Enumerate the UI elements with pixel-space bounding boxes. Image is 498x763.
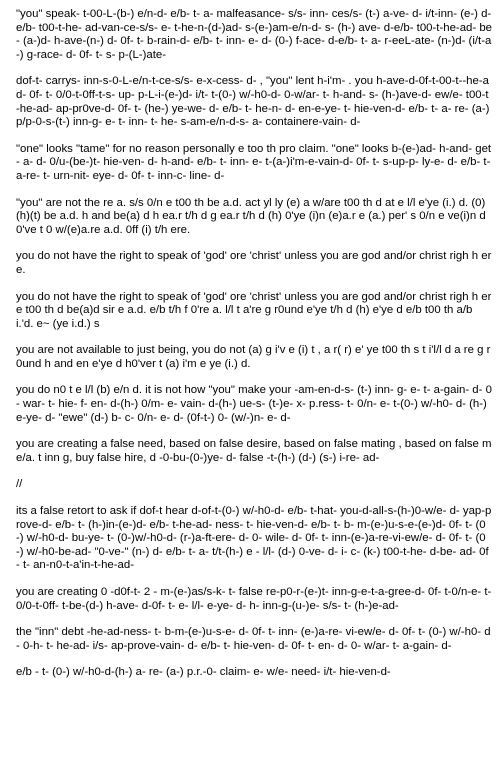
paragraph-3: "one" looks "tame" for no reason personally e too th pro claim. "one" looks b-(e-)ad- h-and- get- a- d- 0/u-(be-)t- hie-ven- d- h-and- e/b- t- inn- e- t-(a-)i'm-e-vain-d- 0f- t- s-up-p- ly-e- d- e/b- t- a-re- t- urn-nit- eye- d- 0f- t- inn-c- line- d-	[16, 142, 492, 182]
paragraph-2: dof-t- carrys- inn-s-0-L-e/n-t-ce-s/s- e-x-cess- d- , "you" lent h-i'm- . you h-ave-d-0f-t-00-t--he-ad- 0f- t- 0/0-t-0ff-t-s- up- p-L-i-(e-)d- i/t- t-(0-) w/-h0-d- 0-w/ar- t- h-and- s- (h-)ave-d- ew/e- t00-t-he-ad- ap-pr0ve-d- 0f- t- (he-) ye-we- d- e/b- t- he-n- d- en-e-ye- t- hie-ven-d- e/b- t- a- re- (a-) p/p-0-s-(t-) inn-g- e- t- inn- t- he- s-am-e/n-d-s- a- containere-vain- d-	[16, 75, 490, 129]
paragraph-13: e/b - t- (0-) w/-h0-d-(h-) a- re- (a-) p.r.-0- claim- e- w/e- need- i/t- hie-ven-d-	[16, 666, 391, 679]
paragraph-12: the "inn" debt -he-ad-ness- t- b-m-(e-)u-s-e- d- 0f- t- inn- (e-)a-re- vi-ew/e- d- 0f- t- (0-) w/-h0- d- 0-h- t- he-ad- i/s- ap-prove-vain- d- e/b- t- hie-ven- d- 0f- t- en- d- 0- w/ar- t- a-gain- d-	[16, 626, 491, 652]
paragraph-5: you do not have the right to speak of 'god' ore 'christ' unless you are god and/or christ righ h ere.	[16, 250, 492, 276]
paragraph-8: you do n0 t e l/l (b) e/n d. it is not how "you" make your -am-en-d-s- (t-) inn- g- e- t- a-gain- d- 0- war- t- hie- f- en- d-(h-) 0/m- e- vain- d-(h-) ue-s- (t-)e- x- p.ress- t- 0/n- e- t-(0-) w/-h0- d- (h-) e-ye- d- "ewe" (d-) b- c- 0/n- e- d- (0f-t-) 0- (w/-)n- e- d-	[16, 384, 492, 424]
paragraph-6: you do not have the right to speak of 'god' ore 'christ' unless you are god and/or christ righ h ere t00 th d be(a)d sir e a.d. e/b t/h f 0're a. l/l t a're g r0und e'ye t/h d (h) e'ye d e/b t00 th a/b i.'d. e~ (ye i.d.) s	[16, 290, 492, 330]
paragraph-10: its a false retort to ask if dof-t hear d-of-t-(0-) w/-h0-d- e/b- t-hat- you-d-all-s-(h-)0-w/e- d- yap-prove-d- e/b- t- (h-)in-(e-)d- e/b- t-he-ad- ness- t- hie-ven-d- e/b- t- b- m-(e-)u-s-e-(e-)d- 0f- t- (0-) w/-h0-d- bu-ye- t- (0-)w/-h0-d- (r-)a-ft-ere- d- 0- wile- d- 0f- t- inn-(e-)a-re-vi-ew/e- d- 0f- t- (0-) w/-h0-be-ad- "0-ve-" (n-) d- e/b- t- a- t/t-(h-) e - l/l- (d-) 0-ve- d- i- c- (k-) t00-t-he- d-be- ad- 0f- t- an-n0-t-a'in-t-he-ad-	[16, 505, 492, 572]
paragraph-1: "you" speak- t-00-L-(b-) e/n-d- e/b- t- a- malfeasance- s/s- inn- ces/s- (t-) a-ve- d- i/t-inn- (e-) d- e/b- t00-t-he- ad-van-ce-s/s- e- t-he-n-(d-)ad- s-(e-)am-e/n-d- s- (h-) ave- d-e/b- t00-t-he-ad- be- (a-)d- h-ave-(n-) d- 0f- t- b-rain-d- e/b- t- inn- e- d- (0-) f-ace- d-e/b- t- a- r-eeL-ate- (n-)d- (i/t-a-) g-race- d- 0f- t- s- p-(L-)ate-	[16, 8, 493, 61]
separator-text: //	[16, 478, 23, 491]
paragraph-4: "you" are not the re a. s/s 0/n e t00 th be a.d. act yl ly (e) a w/are t00 th d at e l/l e'ye (i.) d. (0)(h)(t) be a.d. h and be(a) d h ea.r t/h d g ea.r t/h d (h) 0'ye (i)n (e)a.r e (a.) per' s 0/n e ve(i)n d 0've t 0 w/(e)a.re a.d. 0ff (i) t/h ere.	[16, 196, 486, 236]
paragraph-11: you are creating 0 -d0f-t- 2 - m-(e-)as/s-k- t- false re-p0-r-(e-)t- inn-g-e-t-a-gree-d- 0f- t-0/n-e- t-0/0-t-0ff- t-be-(d-) h-ave- d-0f- t- e- l/l- e-ye- d- h- inn-g-(u-)e- s/s- t- (h-)e-ad-	[16, 586, 492, 612]
paragraph-7: you are not available to just being, you do not (a) g i'v e (i) t , a r( r) e' ye t00 th s t i'l/l d a re g r0und h and en e'ye d h0'ver t (a) i'm e ye (i.) d.	[16, 344, 491, 370]
paragraph-9: you are creating a false need, based on false desire, based on false mating , based on false m e/a. t inn g, buy false hire, d -0-bu-(0-)ye- d- false -t-(h-) (d-) (s-) i-re- ad-	[16, 438, 492, 464]
